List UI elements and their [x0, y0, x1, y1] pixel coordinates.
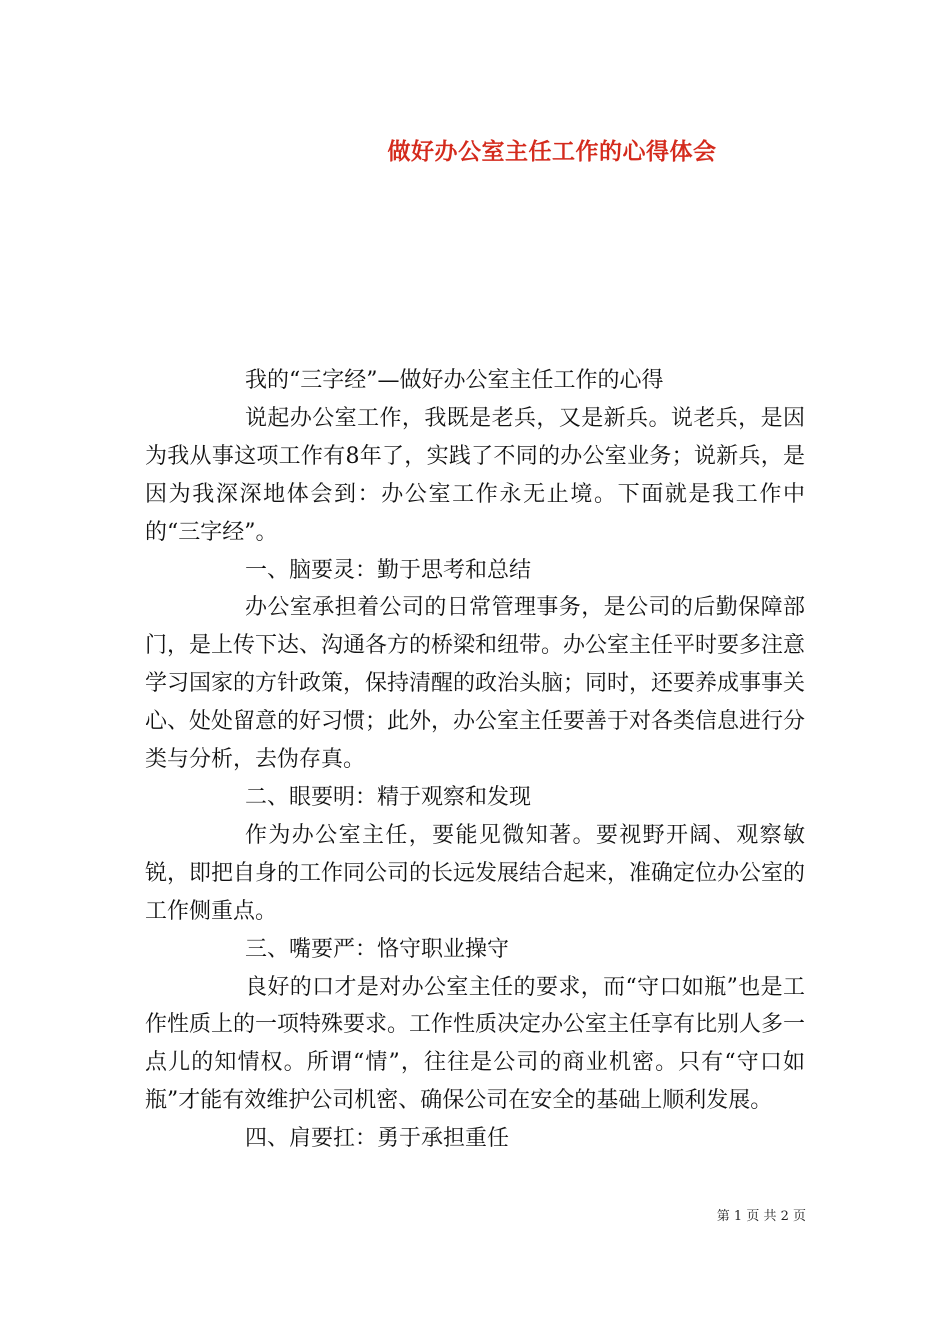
section-heading-4: 四、肩要扛：勇于承担重任: [245, 1126, 510, 1152]
paragraph-section-1: 办公室承担着公司的日常管理事务，是公司的后勤保障部门，是上传下达、沟通各方的桥梁和纽带。办公室主任平时要多注意学习国家的方针政策，保持清醒的政治头脑；同时，还要养成事事关心、处处留意的好习惯；此外，办公室主任要善于对各类信息进行分类与分析，去伪存真。: [145, 595, 806, 773]
section-heading-3: 三、嘴要严：恪守职业操守: [245, 936, 510, 962]
paragraph-heading: 我的“三字经”—做好办公室主任工作的心得: [245, 368, 664, 393]
document-body: [145, 362, 805, 1158]
document-title: 做好办公室主任工作的心得体会: [387, 138, 717, 165]
section-heading-1: 一、脑要灵：勤于思考和总结: [245, 557, 532, 583]
page-number-footer: 第 1 页 共 2 页: [716, 1209, 806, 1224]
paragraph-intro: 说起办公室工作，我既是老兵，又是新兵。说老兵，是因为我从事这项工作有8年了，实践了不同的办公室业务；说新兵，是因为我深深地体会到：办公室工作永无止境。下面就是我工作中的“三字经”。: [145, 405, 805, 545]
section-heading-2: 二、眼要明：精于观察和发现: [245, 784, 532, 810]
paragraph-section-3: 良好的口才是对办公室主任的要求，而“守口如瓶”也是工作性质上的一项特殊要求。工作性质决定办公室主任享有比别人多一点儿的知情权。所谓“情”，往往是公司的商业机密。只有“守口如瓶”才能有效维护公司机密、确保公司在安全的基础上顺利发展。: [145, 974, 806, 1114]
paragraph-section-2: 作为办公室主任，要能见微知著。要视野开阔、观察敏锐，即把自身的工作同公司的长远发展结合起来，准确定位办公室的工作侧重点。: [145, 822, 806, 924]
